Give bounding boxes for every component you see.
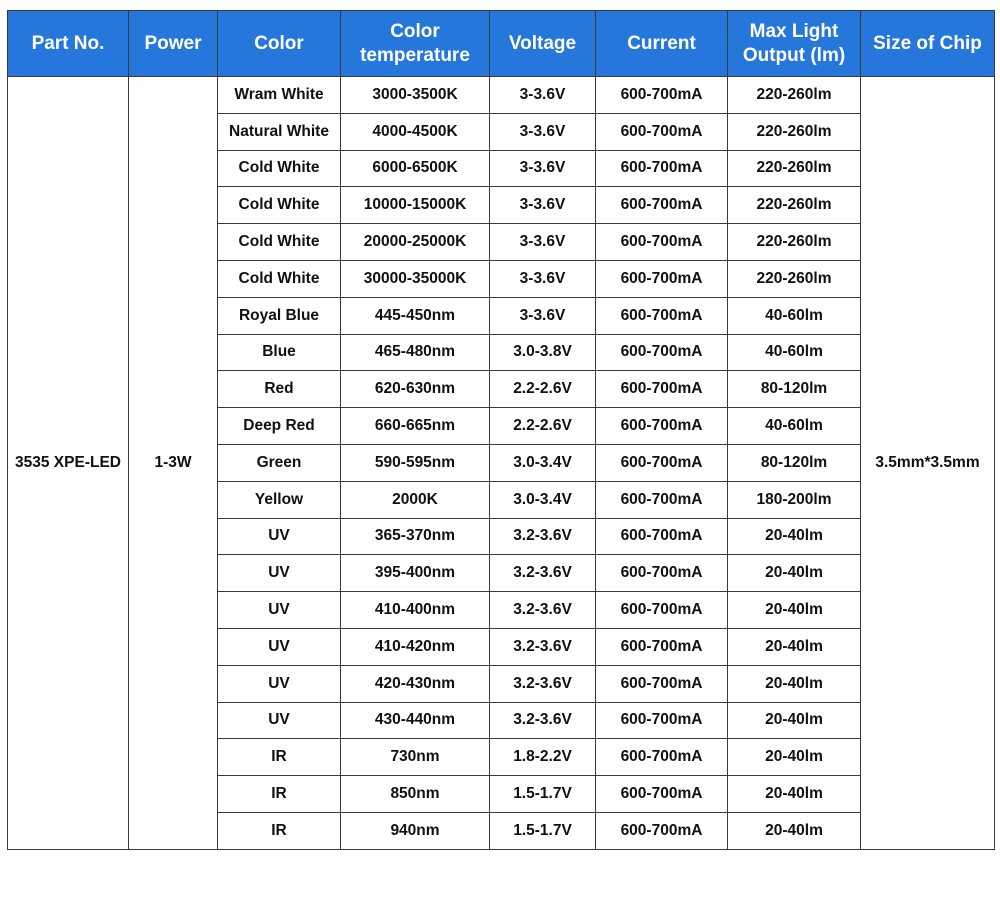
cell-color: IR [218, 776, 341, 813]
cell-current: 600-700mA [596, 297, 728, 334]
cell-voltage: 3.2-3.6V [490, 592, 596, 629]
cell-max-light-output: 220-260lm [728, 77, 861, 114]
cell-color: Natural White [218, 113, 341, 150]
cell-color: UV [218, 518, 341, 555]
cell-color-temperature: 2000K [341, 481, 490, 518]
cell-max-light-output: 220-260lm [728, 150, 861, 187]
cell-color: UV [218, 702, 341, 739]
cell-max-light-output: 80-120lm [728, 371, 861, 408]
cell-max-light-output: 20-40lm [728, 702, 861, 739]
cell-voltage: 1.5-1.7V [490, 812, 596, 849]
cell-current: 600-700mA [596, 187, 728, 224]
led-spec-table [7, 10, 995, 850]
cell-color: Blue [218, 334, 341, 371]
cell-current: 600-700mA [596, 702, 728, 739]
cell-voltage: 3-3.6V [490, 224, 596, 261]
table-row [8, 77, 995, 114]
cell-current: 600-700mA [596, 77, 728, 114]
cell-max-light-output: 20-40lm [728, 665, 861, 702]
cell-voltage: 2.2-2.6V [490, 408, 596, 445]
cell-color-temperature: 465-480nm [341, 334, 490, 371]
cell-voltage: 3-3.6V [490, 150, 596, 187]
header-size-of-chip: Size of Chip [861, 11, 995, 77]
cell-max-light-output: 20-40lm [728, 628, 861, 665]
header-power: Power [129, 11, 218, 77]
cell-color-temperature: 410-420nm [341, 628, 490, 665]
cell-current: 600-700mA [596, 260, 728, 297]
cell-current: 600-700mA [596, 113, 728, 150]
cell-max-light-output: 220-260lm [728, 260, 861, 297]
cell-color-temperature: 940nm [341, 812, 490, 849]
cell-color-temperature: 730nm [341, 739, 490, 776]
cell-max-light-output: 220-260lm [728, 113, 861, 150]
header-part-no: Part No. [8, 11, 129, 77]
cell-max-light-output: 40-60lm [728, 334, 861, 371]
cell-color-temperature: 10000-15000K [341, 187, 490, 224]
header-color-temperature: Color temperature [341, 11, 490, 77]
cell-color-temperature: 365-370nm [341, 518, 490, 555]
cell-current: 600-700mA [596, 665, 728, 702]
cell-color: UV [218, 555, 341, 592]
cell-color: IR [218, 812, 341, 849]
cell-color: Red [218, 371, 341, 408]
cell-voltage: 3-3.6V [490, 297, 596, 334]
cell-current: 600-700mA [596, 739, 728, 776]
cell-color-temperature: 4000-4500K [341, 113, 490, 150]
cell-size-of-chip: 3.5mm*3.5mm [861, 77, 995, 850]
cell-color: IR [218, 739, 341, 776]
cell-current: 600-700mA [596, 555, 728, 592]
cell-current: 600-700mA [596, 481, 728, 518]
cell-color-temperature: 30000-35000K [341, 260, 490, 297]
header-current: Current [596, 11, 728, 77]
cell-color-temperature: 20000-25000K [341, 224, 490, 261]
cell-color-temperature: 410-400nm [341, 592, 490, 629]
cell-current: 600-700mA [596, 812, 728, 849]
cell-color: Royal Blue [218, 297, 341, 334]
cell-voltage: 3-3.6V [490, 77, 596, 114]
cell-voltage: 1.5-1.7V [490, 776, 596, 813]
cell-color-temperature: 3000-3500K [341, 77, 490, 114]
cell-color: Yellow [218, 481, 341, 518]
cell-voltage: 3-3.6V [490, 187, 596, 224]
cell-color-temperature: 445-450nm [341, 297, 490, 334]
cell-voltage: 2.2-2.6V [490, 371, 596, 408]
cell-current: 600-700mA [596, 224, 728, 261]
cell-max-light-output: 20-40lm [728, 739, 861, 776]
cell-current: 600-700mA [596, 150, 728, 187]
cell-max-light-output: 40-60lm [728, 408, 861, 445]
cell-current: 600-700mA [596, 592, 728, 629]
cell-max-light-output: 180-200lm [728, 481, 861, 518]
cell-max-light-output: 220-260lm [728, 187, 861, 224]
cell-color: Cold White [218, 224, 341, 261]
cell-voltage: 1.8-2.2V [490, 739, 596, 776]
cell-voltage: 3-3.6V [490, 260, 596, 297]
cell-color-temperature: 590-595nm [341, 444, 490, 481]
cell-voltage: 3.2-3.6V [490, 665, 596, 702]
cell-max-light-output: 20-40lm [728, 518, 861, 555]
cell-voltage: 3.2-3.6V [490, 628, 596, 665]
cell-max-light-output: 220-260lm [728, 224, 861, 261]
cell-voltage: 3.2-3.6V [490, 702, 596, 739]
cell-current: 600-700mA [596, 776, 728, 813]
cell-color: Green [218, 444, 341, 481]
cell-current: 600-700mA [596, 444, 728, 481]
cell-color: Deep Red [218, 408, 341, 445]
cell-voltage: 3.2-3.6V [490, 555, 596, 592]
cell-color: Cold White [218, 187, 341, 224]
cell-current: 600-700mA [596, 334, 728, 371]
cell-color-temperature: 660-665nm [341, 408, 490, 445]
cell-color-temperature: 6000-6500K [341, 150, 490, 187]
cell-max-light-output: 40-60lm [728, 297, 861, 334]
cell-current: 600-700mA [596, 628, 728, 665]
cell-voltage: 3.0-3.8V [490, 334, 596, 371]
cell-color: UV [218, 665, 341, 702]
cell-voltage: 3.0-3.4V [490, 444, 596, 481]
cell-current: 600-700mA [596, 408, 728, 445]
cell-color-temperature: 420-430nm [341, 665, 490, 702]
cell-color: UV [218, 592, 341, 629]
header-voltage: Voltage [490, 11, 596, 77]
cell-max-light-output: 80-120lm [728, 444, 861, 481]
cell-part-no: 3535 XPE-LED [8, 77, 129, 850]
header-color: Color [218, 11, 341, 77]
cell-voltage: 3.0-3.4V [490, 481, 596, 518]
cell-color: Cold White [218, 150, 341, 187]
cell-color: Cold White [218, 260, 341, 297]
cell-color-temperature: 430-440nm [341, 702, 490, 739]
header-row [8, 11, 995, 77]
cell-voltage: 3.2-3.6V [490, 518, 596, 555]
cell-max-light-output: 20-40lm [728, 812, 861, 849]
cell-color: Wram White [218, 77, 341, 114]
cell-current: 600-700mA [596, 518, 728, 555]
cell-color-temperature: 395-400nm [341, 555, 490, 592]
cell-current: 600-700mA [596, 371, 728, 408]
cell-power: 1-3W [129, 77, 218, 850]
cell-voltage: 3-3.6V [490, 113, 596, 150]
cell-color: UV [218, 628, 341, 665]
cell-max-light-output: 20-40lm [728, 776, 861, 813]
cell-max-light-output: 20-40lm [728, 555, 861, 592]
header-max-light-output: Max Light Output (lm) [728, 11, 861, 77]
cell-color-temperature: 620-630nm [341, 371, 490, 408]
cell-max-light-output: 20-40lm [728, 592, 861, 629]
cell-color-temperature: 850nm [341, 776, 490, 813]
